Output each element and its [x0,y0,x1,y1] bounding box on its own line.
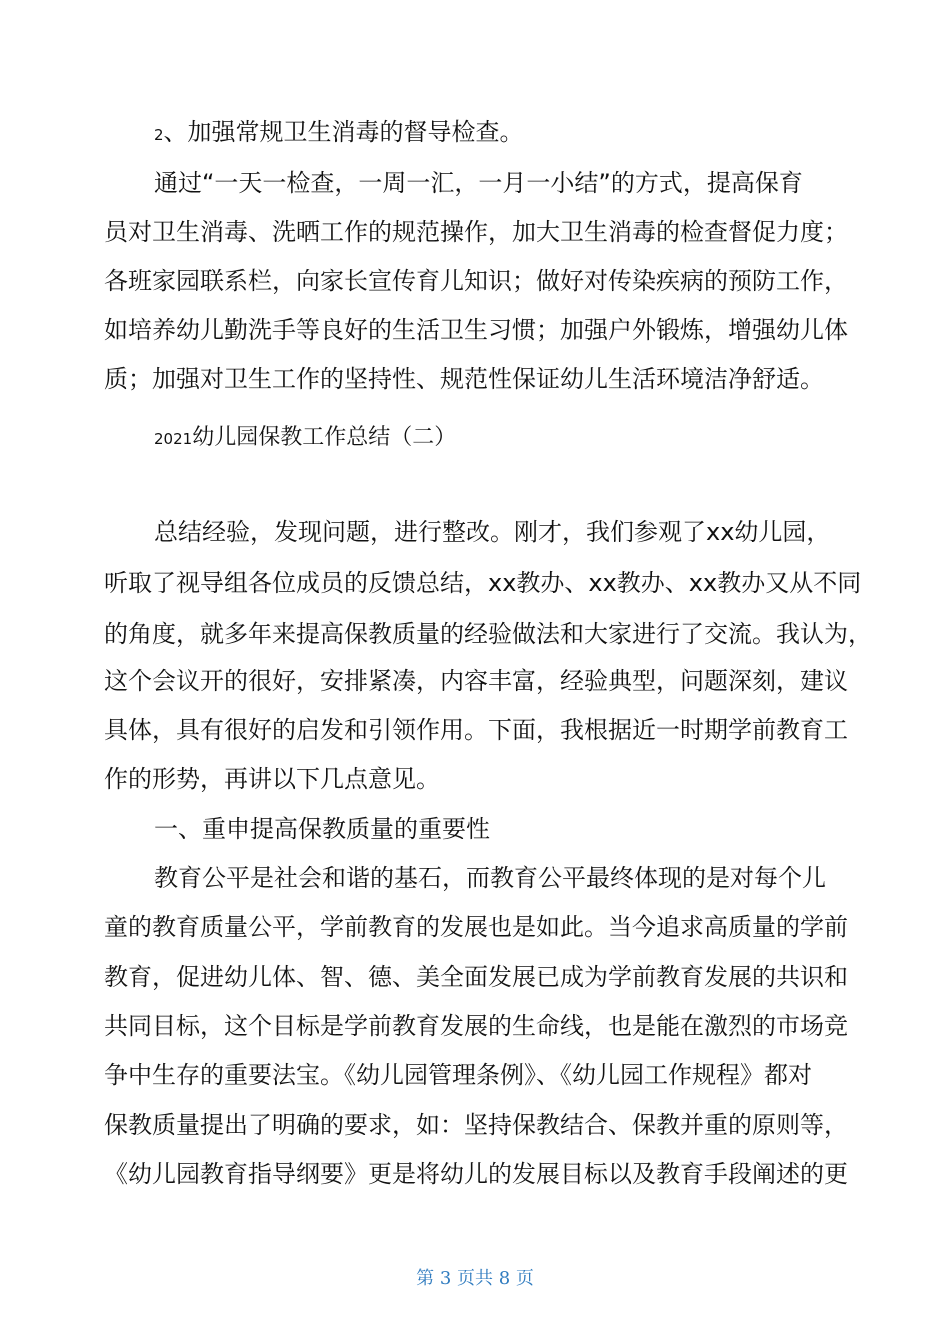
paragraph-line: 教育公平是社会和谐的基石，而教育公平最终体现的是对每个儿 [154,864,826,892]
paragraph-line: 通过“一天一检查，一周一汇，一月一小结”的方式，提高保育 [154,169,803,197]
paragraph-line: 《幼儿园教育指导纲要》更是将幼儿的发展目标以及教育手段阐述的更 [104,1160,848,1188]
paragraph-line: 共同目标，这个目标是学前教育发展的生命线，也是能在激烈的市场竞 [104,1012,848,1040]
paragraph-line: 听取了视导组各位成员的反馈总结，xx教办、xx教办、xx教办又从不同 [104,569,862,597]
paragraph-line: 总结经验，发现问题，进行整改。刚才，我们参观了xx幼儿园， [154,518,831,546]
section-title [154,423,894,454]
section-heading-1: 一、重申提高保教质量的重要性 [154,815,490,843]
heading-number: 2 [154,126,164,144]
section-heading-2 [154,117,894,150]
paragraph-line: 具体，具有很好的启发和引领作用。下面，我根据近一时期学前教育工 [104,716,848,744]
paragraph-line: 教育，促进幼儿体、智、德、美全面发展已成为学前教育发展的共识和 [104,963,848,991]
title-text: 幼儿园保教工作总结（二） [192,425,457,450]
paragraph-line: 员对卫生消毒、洗晒工作的规范操作，加大卫生消毒的检查督促力度； [104,218,848,246]
page-number-footer: 第 3 页共 8 页 [416,1268,534,1289]
paragraph-line: 如培养幼儿勤洗手等良好的生活卫生习惯；加强户外锻炼，增强幼儿体 [104,316,848,344]
paragraph-line: 各班家园联系栏，向家长宣传育儿知识；做好对传染疾病的预防工作， [104,267,848,295]
paragraph-line: 童的教育质量公平，学前教育的发展也是如此。当今追求高质量的学前 [104,913,848,941]
paragraph-line: 争中生存的重要法宝。《幼儿园管理条例》、《幼儿园工作规程》都对 [104,1061,812,1089]
paragraph-line: 的角度，就多年来提高保教质量的经验做法和大家进行了交流。我认为， [104,620,872,648]
paragraph-line: 这个会议开的很好，安排紧凑，内容丰富，经验典型，问题深刻，建议 [104,667,848,695]
paragraph-line: 保教质量提出了明确的要求，如：坚持保教结合、保教并重的原则等， [104,1111,848,1139]
heading-text: 、加强常规卫生消毒的督导检查。 [163,118,524,146]
paragraph-line: 作的形势，再讲以下几点意见。 [104,765,440,793]
title-year: 2021 [154,430,193,448]
paragraph-line: 质；加强对卫生工作的坚持性、规范性保证幼儿生活环境洁净舒适。 [104,365,824,393]
